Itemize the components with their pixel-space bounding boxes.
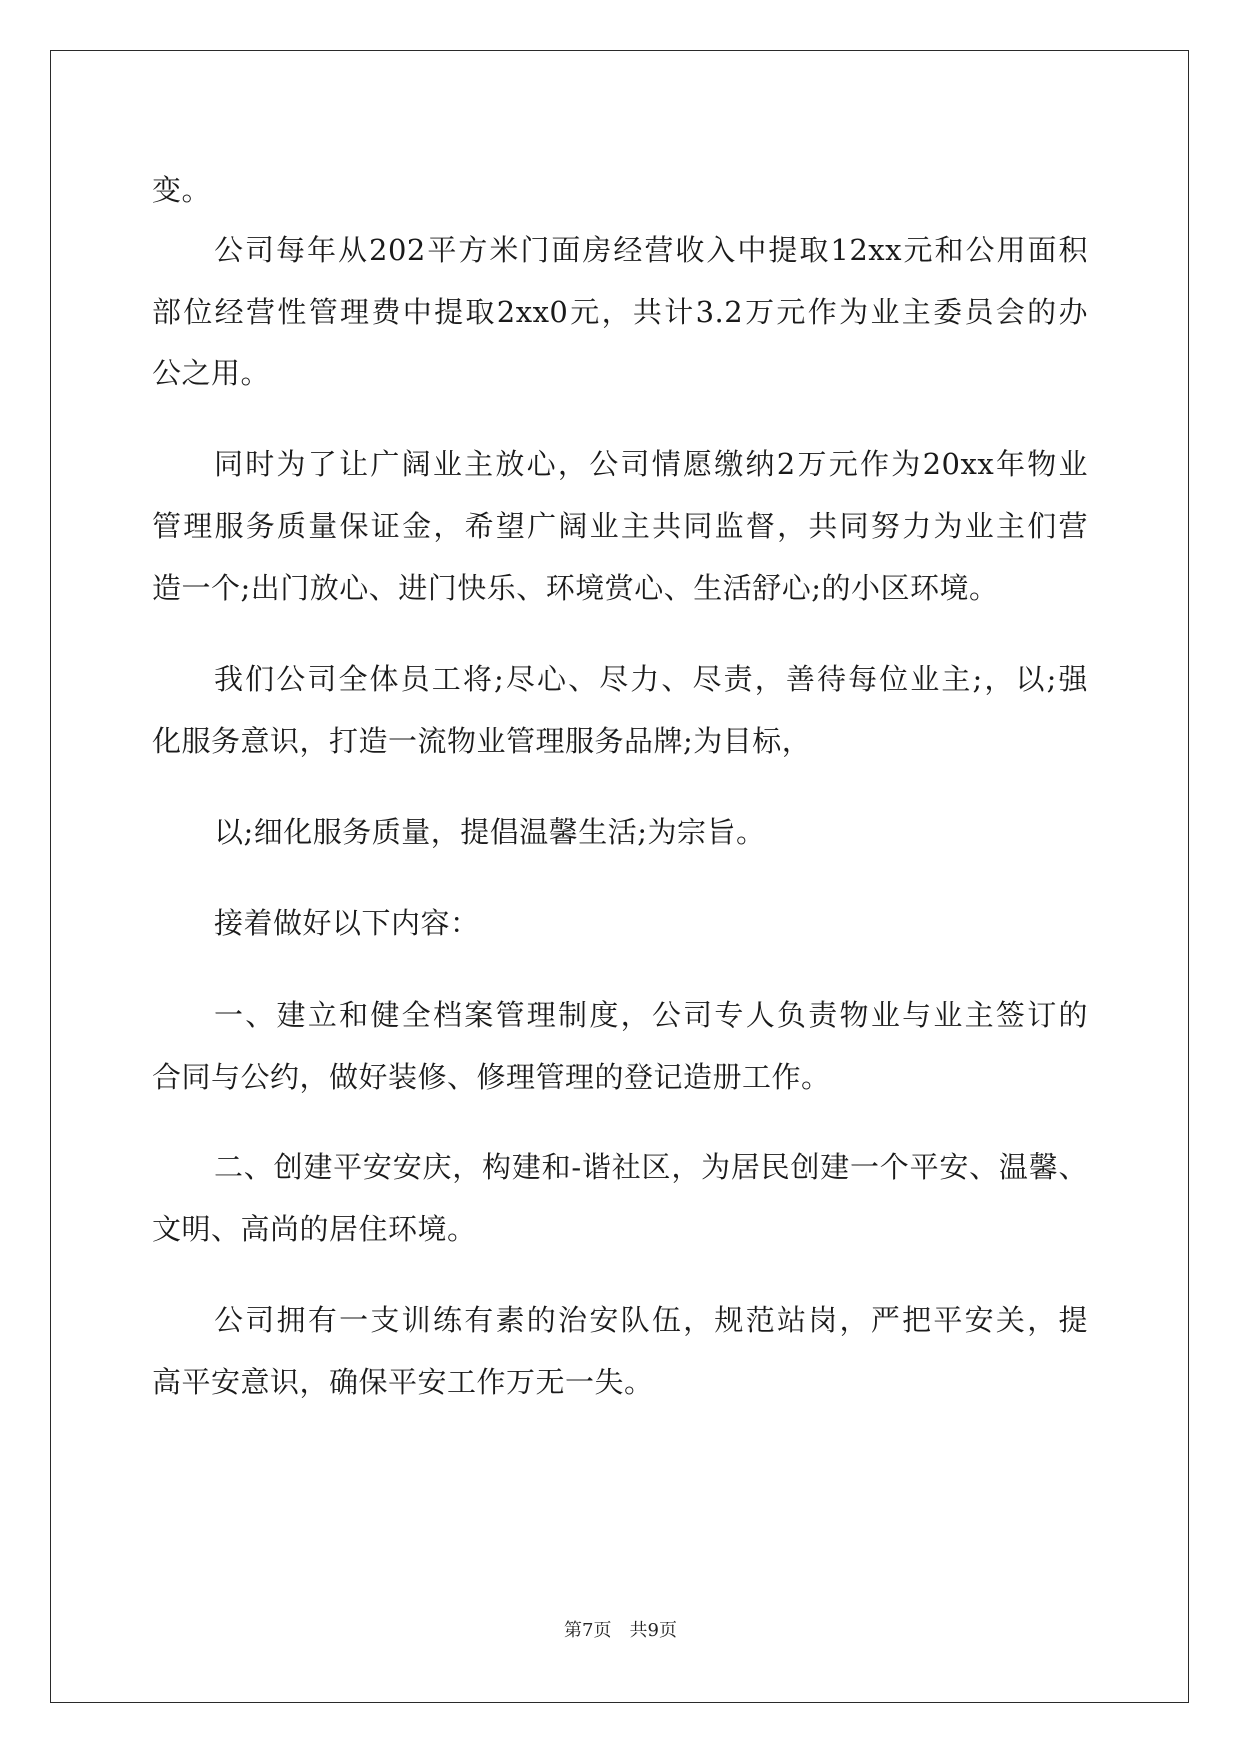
text-line: 合同与公约，做好装修、修理管理的登记造册工作。	[152, 1060, 831, 1094]
text-line: 部位经营性管理费中提取2xx0元，共计3.2万元作为业主委员会的办	[152, 295, 1088, 329]
text-line: 同时为了让广阔业主放心，公司情愿缴纳2万元作为20xx年物业	[214, 447, 1088, 481]
text-line: 文明、高尚的居住环境。	[152, 1212, 477, 1246]
text-line: 管理服务质量保证金，希望广阔业主共同监督，共同努力为业主们营	[152, 509, 1088, 543]
text-line: 以;细化服务质量，提倡温馨生活;为宗旨。	[214, 815, 766, 849]
text-line: 二、创建平安安庆，构建和-谐社区，为居民创建一个平安、温馨、	[214, 1150, 1088, 1184]
text-line: 高平安意识，确保平安工作万无一失。	[152, 1365, 654, 1399]
text-line: 公司拥有一支训练有素的治安队伍，规范站岗，严把平安关，提	[214, 1303, 1088, 1337]
text-line: 造一个;出门放心、进门快乐、环境赏心、生活舒心;的小区环境。	[152, 571, 999, 605]
page-number: 第7页 共9页	[564, 1620, 677, 1641]
text-line: 公之用。	[152, 356, 271, 390]
text-line: 一、建立和健全档案管理制度，公司专人负责物业与业主签订的	[214, 998, 1088, 1032]
text-line: 我们公司全体员工将;尽心、尽力、尽责，善待每位业主;，以;强	[214, 662, 1088, 696]
text-line: 变。	[152, 173, 212, 207]
text-line: 接着做好以下内容：	[214, 906, 480, 940]
text-line: 化服务意识，打造一流物业管理服务品牌;为目标，	[152, 724, 812, 758]
text-line: 公司每年从202平方米门面房经营收入中提取12xx元和公用面积	[214, 233, 1088, 267]
